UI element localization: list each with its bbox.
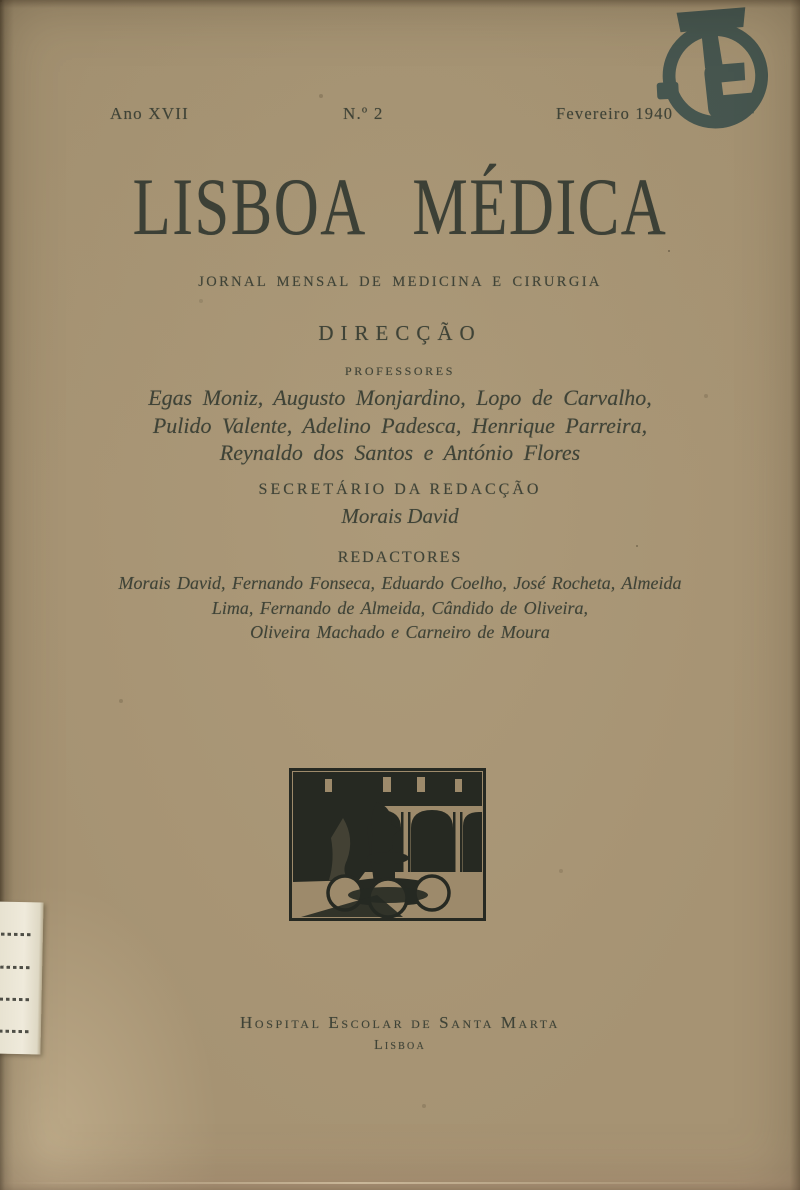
bottom-crease [0, 1182, 800, 1184]
paper-specks [0, 0, 2, 2]
volume-label: Ano XVII [110, 104, 190, 123]
editors-names-line-1: Morais David, Fernando Fonseca, Eduardo Coelho, José Rocheta, Almeida [118, 573, 682, 593]
publisher-city: Lisboa [374, 1038, 426, 1053]
label-dashed-line [0, 966, 32, 969]
secretary-heading: SECRETÁRIO DA REDACÇÃO [258, 481, 542, 498]
editors-names [0, 571, 800, 645]
courtyard-engraving-image [289, 768, 486, 921]
label-dashed-line [0, 1030, 31, 1033]
label-dashed-line [0, 998, 32, 1001]
library-spine-label [0, 902, 44, 1055]
editors-names-line-3: Oliveira Machado e Carneiro de Moura [250, 622, 550, 642]
editors-names-line-2: Lima, Fernando de Almeida, Cândido de Oliveira, [211, 597, 589, 618]
label-dashed-line [1, 933, 33, 936]
journal-title: LISBOA MÉDICA [132, 161, 668, 252]
issue-number: N.º 2 [343, 104, 384, 123]
issue-date: Fevereiro 1940 [556, 104, 674, 123]
professors-subheading: PROFESSORES [345, 364, 455, 378]
direction-names-line-3: Reynaldo dos Santos e António Flores [219, 440, 581, 465]
editors-heading: REDACTORES [337, 549, 463, 566]
secretary-name: Morais David [341, 504, 459, 528]
publisher-imprint: Hospital Escolar de Santa Marta [240, 1013, 560, 1032]
direction-names [0, 384, 800, 467]
journal-subtitle: JORNAL MENSAL DE MEDICINA E CIRURGIA [198, 274, 602, 290]
direction-heading: DIRECÇÃO [318, 321, 482, 345]
tc-monogram-stamp-icon [647, 2, 782, 137]
direction-names-line-2: Pulido Valente, Adelino Padesca, Henrique Parreira, [152, 412, 648, 438]
direction-names-line-1: Egas Moniz, Augusto Monjardino, Lopo de Carvalho, [148, 385, 652, 410]
